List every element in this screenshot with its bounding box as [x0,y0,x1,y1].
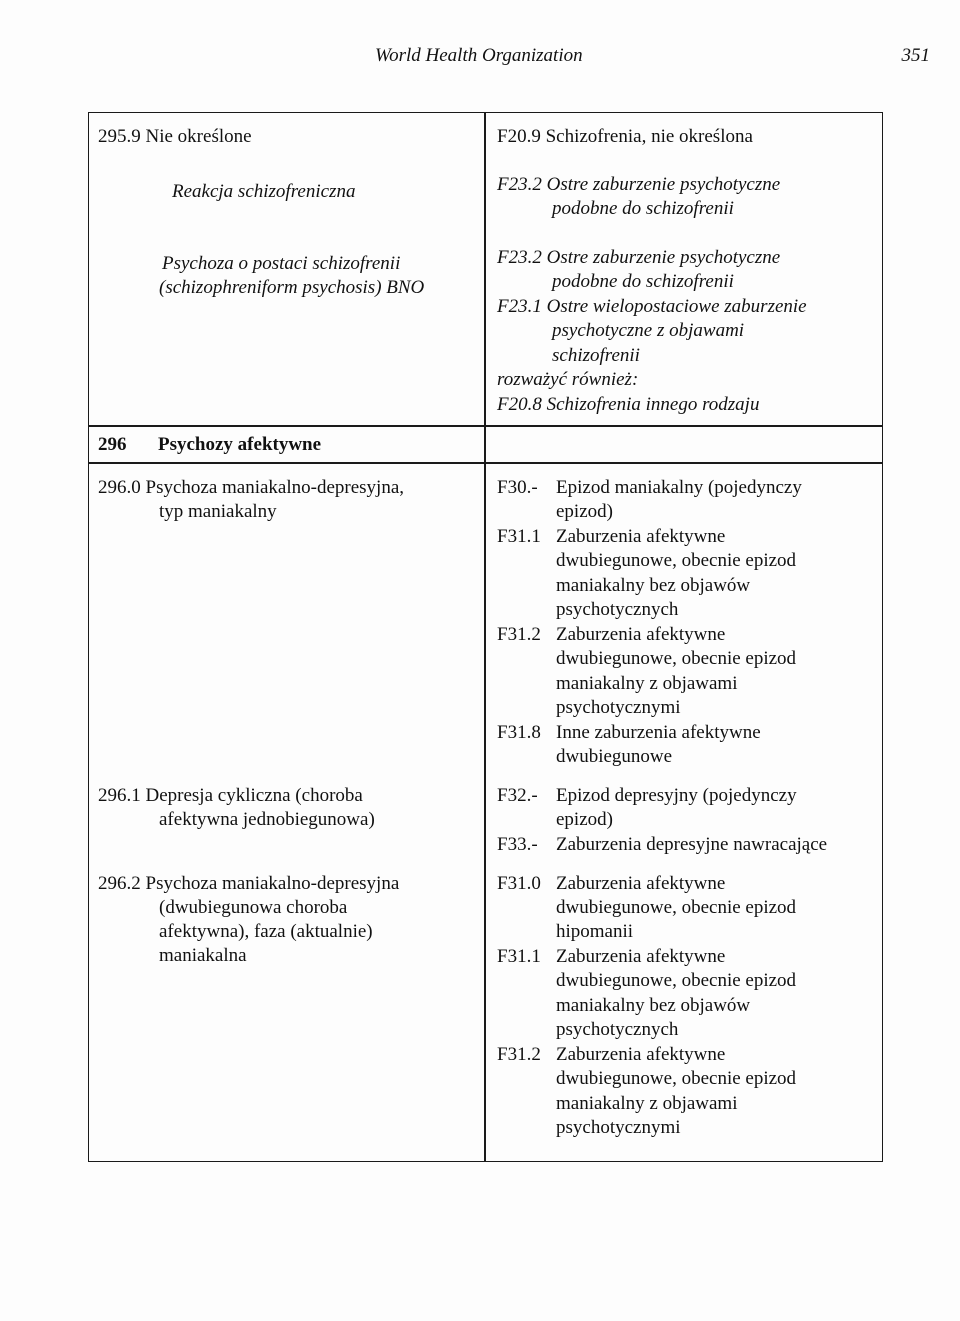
icd10-f23-1-line1: F23.1 Ostre wielopostaciowe zaburzenie [497,296,807,317]
icd10-f31-2-b-line2: dwubiegunowe, obecnie epizod [556,1068,797,1089]
icd10-f31-2-a-line3: maniakalny z objawami [556,673,738,694]
icd10-f31-1-a-line2: dwubiegunowe, obecnie epizod [556,550,797,571]
icd10-f31-8-line2: dwubiegunowe [556,746,673,767]
icd10-f31-2-a-line1: Zaburzenia afektywne [556,624,726,645]
icd10-f31-1-b-line2: dwubiegunowe, obecnie epizod [556,970,797,991]
icd10-f31-0-code: F31.0 [497,873,541,894]
running-header-title: World Health Organization [375,45,583,66]
icd10-f31-2-b-line4: psychotycznymi [556,1117,681,1138]
icd10-f31-2-b-line1: Zaburzenia afektywne [556,1044,726,1065]
icd9-296-2-line4: maniakalna [159,945,247,966]
icd10-f30-line2: epizod) [556,501,613,522]
icd9-295-9-psychosis-line2: (schizophreniform psychosis) BNO [159,277,425,298]
consider-also: rozważyć również: [497,369,639,390]
icd10-f31-1-a-line3: maniakalny bez objawów [556,575,751,596]
icd10-f31-8-line1: Inne zaburzenia afektywne [556,722,761,743]
icd10-f31-1-b-line3: maniakalny bez objawów [556,995,751,1016]
icd10-f23-2-b-line1: F23.2 Ostre zaburzenie psychotyczne [497,247,781,268]
icd10-f30-line1: Epizod maniakalny (pojedynczy [556,477,802,498]
icd10-f20-8: F20.8 Schizofrenia innego rodzaju [497,394,760,415]
page-number: 351 [901,45,930,66]
icd9-296-1-line1: 296.1 Depresja cykliczna (choroba [98,785,363,806]
icd9-296-1-line2: afektywna jednobiegunowa) [159,809,375,830]
icd10-f31-1-b-line1: Zaburzenia afektywne [556,946,726,967]
icd9-295-9-reaction: Reakcja schizofreniczna [172,181,356,202]
icd10-f33-line1: Zaburzenia depresyjne nawracające [556,834,828,855]
icd10-f23-2-a-line2: podobne do schizofrenii [552,198,734,219]
icd10-f23-2-a-line1: F23.2 Ostre zaburzenie psychotyczne [497,174,781,195]
icd9-295-9: 295.9 Nie określone [98,126,252,147]
icd10-f31-2-a-code: F31.2 [497,624,541,645]
column-divider [484,112,486,1162]
icd9-295-9-psychosis-line1: Psychoza o postaci schizofrenii [162,253,401,274]
icd9-296-0-line1: 296.0 Psychoza maniakalno-depresyjna, [98,477,405,498]
icd9-296-2-line1: 296.2 Psychoza maniakalno-depresyjna [98,873,400,894]
icd10-f23-1-line3: schizofrenii [552,345,640,366]
section-rule-bottom [88,462,883,464]
icd10-f31-2-a-line2: dwubiegunowe, obecnie epizod [556,648,797,669]
icd9-296-0-line2: typ maniakalny [159,501,277,522]
icd9-296-heading: Psychozy afektywne [158,434,322,455]
icd10-f20-9: F20.9 Schizofrenia, nie określona [497,126,753,147]
icd10-f30-code: F30.- [497,477,538,498]
icd10-f31-2-b-line3: maniakalny z objawami [556,1093,738,1114]
icd9-296-code: 296 [98,434,127,455]
icd10-f31-1-a-code: F31.1 [497,526,541,547]
icd10-f31-1-a-line4: psychotycznych [556,599,679,620]
icd10-f31-8-code: F31.8 [497,722,541,743]
icd10-f31-1-a-line1: Zaburzenia afektywne [556,526,726,547]
icd10-f31-1-b-line4: psychotycznych [556,1019,679,1040]
icd10-f31-0-line3: hipomanii [556,921,634,942]
icd10-f31-0-line2: dwubiegunowe, obecnie epizod [556,897,797,918]
icd10-f23-1-line2: psychotyczne z objawami [552,320,745,341]
icd10-f31-1-b-code: F31.1 [497,946,541,967]
icd10-f31-2-a-line4: psychotycznymi [556,697,681,718]
section-rule-top [88,425,883,427]
icd10-f32-line1: Epizod depresyjny (pojedynczy [556,785,797,806]
icd9-296-2-line2: (dwubiegunowa choroba [159,897,348,918]
icd10-f31-2-b-code: F31.2 [497,1044,541,1065]
icd10-f32-line2: epizod) [556,809,613,830]
icd10-f32-code: F32.- [497,785,538,806]
icd10-f33-code: F33.- [497,834,538,855]
icd10-f23-2-b-line2: podobne do schizofrenii [552,271,734,292]
icd9-296-2-line3: afektywna), faza (aktualnie) [159,921,373,942]
icd10-f31-0-line1: Zaburzenia afektywne [556,873,726,894]
